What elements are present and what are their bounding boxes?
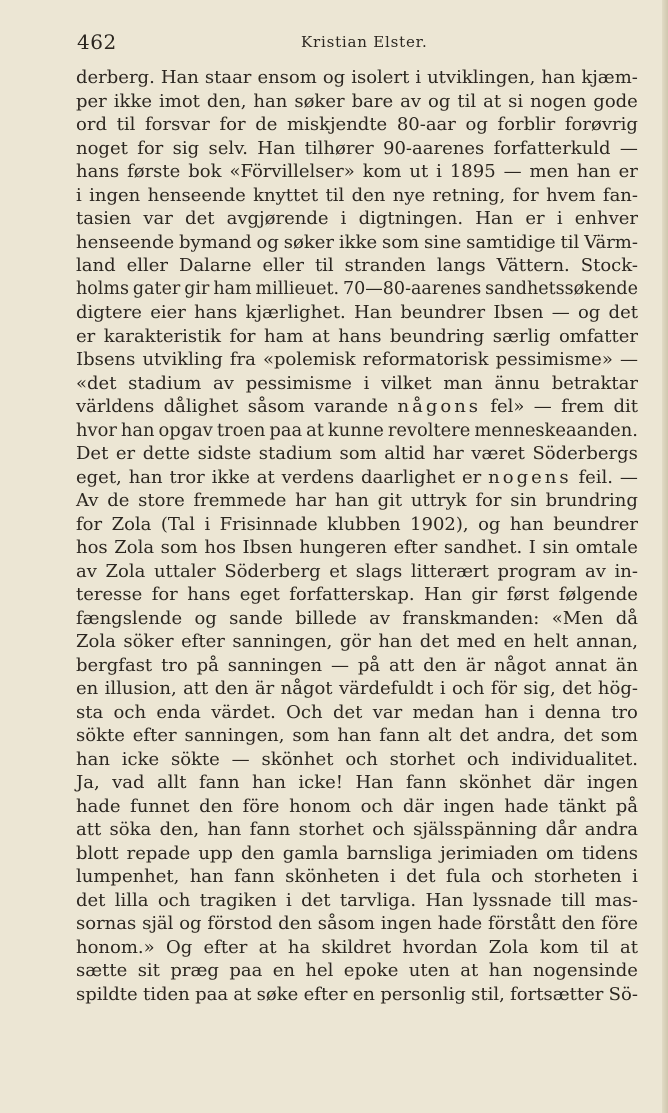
text-line: noget for sig selv. Han tilhører 90-aarenes forfatterkuld — [76, 137, 638, 159]
text-line: Av de store fremmede har han git uttryk for sin brundring [76, 490, 638, 511]
text-line: av Zola uttaler Söderberg et slags litterært program av in- [76, 560, 638, 582]
text-line: han icke sökte — skönhet och storhet och individualitet. [76, 748, 638, 770]
text-line: «det stadium av pessimisme i vilket man ännu betraktar [76, 372, 638, 394]
text-line: sætte sit præg paa en hel epoke uten at han nogensinde [76, 960, 638, 981]
text-line: hans første bok «Förvillelser» kom ut i 1895 — men han er [76, 161, 638, 182]
text-line: sökte efter sanningen, som han fann alt det andra, det som [76, 725, 638, 746]
text-line: en illusion, att den är något värdefuldt i och för sig, det hög- [76, 678, 638, 699]
text-line: ord til forsvar for de miskjendte 80-aar og forblir forøvrig [76, 114, 638, 135]
text-line: i ingen henseende knyttet til den nye retning, for hvem fan- [76, 184, 638, 206]
text-line: land eller Dalarne eller til stranden langs Vättern. Stock- [76, 255, 638, 276]
text-line: världens dålighet såsom varande någons fel» — frem dit [76, 396, 638, 417]
text-line: holms gater gir ham millieuet. 70—80-aarenes sandhetssøkende [76, 278, 638, 299]
text-line: sornas själ og förstod den såsom ingen hade förstått den före [76, 913, 638, 934]
text-line: henseende bymand og søker ikke som sine samtidige til Värm- [76, 231, 638, 253]
text-line: for Zola (Tal i Frisinnade klubben 1902), og han beundrer [76, 513, 638, 535]
page-number: 462 [77, 30, 117, 54]
text-line: Zola söker efter sanningen, gör han det med en helt annan, [76, 631, 638, 652]
text-line: att söka den, han fann storhet och själsspänning dår andra [76, 819, 638, 840]
text-line: blott repade upp den gamla barnsliga jerimiaden om tidens [76, 842, 638, 864]
text-line: tasien var det avgjørende i digtningen. Han er i enhver [76, 208, 638, 229]
text-line: spildte tiden paa at søke efter en personlig stil, fortsætter Sö- [76, 983, 638, 1005]
text-line: Det er dette sidste stadium som altid har været Söderbergs [76, 443, 638, 464]
text-line: derberg. Han staar ensom og isolert i utviklingen, han kjæm- [76, 67, 638, 88]
text-line: er karakteristik for ham at hans beundring særlig omfatter [76, 325, 638, 347]
text-line: hos Zola som hos Ibsen hungeren efter sandhet. I sin omtale [76, 537, 638, 558]
text-line: teresse for hans eget forfatterskap. Han gir først følgende [76, 584, 638, 605]
text-line: Ibsens utvikling fra «polemisk reformatorisk pessimisme» — [76, 349, 638, 370]
text-line: bergfast tro på sanningen — på att den är något annat än [76, 654, 638, 676]
text-line: hvor han opgav troen paa at kunne revoltere menneskeaanden. [76, 419, 638, 441]
text-line: fængslende og sande billede av franskmanden: «Men då [76, 607, 638, 629]
text-line: det lilla och tragiken i det tarvliga. Han lyssnade till mas- [76, 889, 638, 911]
running-head: Kristian Elster. [301, 33, 428, 51]
text-line: lumpenhet, han fann skönheten i det fula och storheten i [76, 866, 638, 887]
text-line: digtere eier hans kjærlighet. Han beundrer Ibsen — og det [76, 302, 638, 323]
page-edge [662, 0, 668, 1113]
text-line: honom.» Og efter at ha skildret hvordan Zola kom til at [76, 936, 638, 958]
body-text [76, 66, 638, 1006]
text-line: Ja, vad allt fann han icke! Han fann skönhet där ingen [76, 772, 638, 793]
text-line: hade funnet den före honom och där ingen hade tänkt på [76, 795, 638, 817]
text-line: sta och enda värdet. Och det var medan han i denna tro [76, 701, 638, 723]
text-line: per ikke imot den, han søker bare av og til at si nogen gode [76, 90, 638, 112]
text-line: eget, han tror ikke at verdens daarlighet er nogens feil. — [76, 466, 638, 488]
page-header [77, 30, 635, 54]
